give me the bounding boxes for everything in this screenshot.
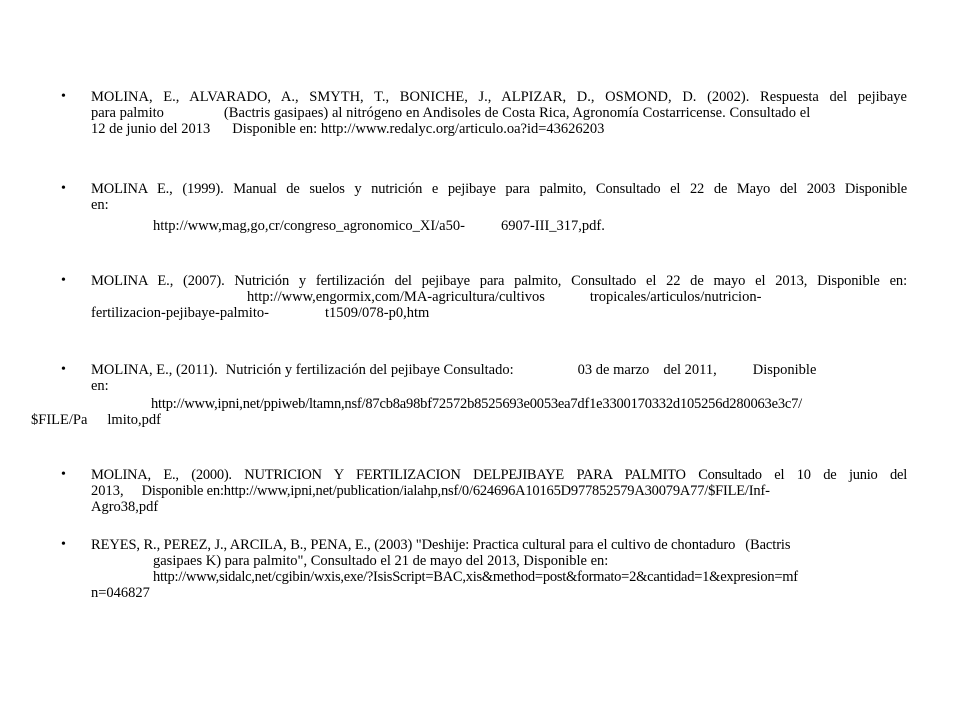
reference-item xyxy=(61,537,907,601)
reference-line: 12 de junio del 2013 Disponible en: http://www.redalyc.org/articulo.oa?id=43626203 xyxy=(91,121,605,137)
reference-line: MOLINA, E., ALVARADO, A., SMYTH, T., BONICHE, J., ALPIZAR, D., OSMOND, D. (2002). Respuesta del pejibaye xyxy=(91,89,907,105)
bullet-icon: • xyxy=(61,273,66,288)
reference-line: fertilizacion-pejibaye-palmito- t1509/078-p0,htm xyxy=(91,305,430,321)
reference-line: MOLINA, E., (2011). Nutrición y fertilización del pejibaye Consultado: 03 de marzo del 2011, Disponible xyxy=(91,362,817,378)
reference-line: gasipaes K) para palmito", Consultado el 21 de mayo del 2013, Disponible en: xyxy=(153,553,609,569)
reference-line: http://www,sidalc,net/cgibin/wxis,exe/?IsisScript=BAC,xis&method=post&formato=2&cantidad=1&expresion=mf xyxy=(153,569,798,585)
reference-line: 2013, Disponible en:http://www,ipni,net/publication/ialahp,nsf/0/624696A10165D977852579A30079A77/$FILE/Inf- xyxy=(91,483,770,499)
reference-line: http://www,mag,go,cr/congreso_agronomico_XI/a50- 6907-III_317,pdf. xyxy=(153,218,605,234)
reference-line: http://www,ipni,net/ppiweb/ltamn,nsf/87cb8a98bf72572b8525693e0053ea7df1e3300170332d105256d280063e3c7/ xyxy=(151,396,802,412)
reference-item xyxy=(61,181,907,234)
bullet-icon: • xyxy=(61,89,66,104)
reference-item xyxy=(61,89,907,137)
bullet-icon: • xyxy=(61,537,66,552)
reference-line: n=046827 xyxy=(91,585,150,601)
reference-line: MOLINA E., (1999). Manual de suelos y nutrición e pejibaye para palmito, Consultado el 22 de Mayo del 2003 Disponible xyxy=(91,181,907,197)
bullet-icon: • xyxy=(61,362,66,377)
reference-line: MOLINA E., (2007). Nutrición y fertilización del pejibaye para palmito, Consultado el 22 de mayo el 2013, Disponible en: xyxy=(91,273,907,289)
reference-line: para palmito (Bactris gasipaes) al nitrógeno en Andisoles de Costa Rica, Agronomía Costarricense. Consultado el xyxy=(91,105,811,121)
reference-line: MOLINA, E., (2000). NUTRICION Y FERTILIZACION DELPEJIBAYE PARA PALMITO Consultado el 10 de junio del xyxy=(91,467,907,483)
reference-url xyxy=(31,396,907,428)
bullet-icon: • xyxy=(61,467,66,482)
bullet-icon: • xyxy=(61,181,66,196)
reference-item xyxy=(61,273,907,321)
reference-line: http://www,engormix,com/MA-agricultura/cultivos tropicales/articulos/nutricion- xyxy=(247,289,762,305)
reference-line: en: xyxy=(91,378,109,394)
reference-line: $FILE/Pa lmito,pdf xyxy=(31,412,161,428)
reference-line: REYES, R., PEREZ, J., ARCILA, B., PENA, E., (2003) "Deshije: Practica cultural para el cultivo de chontaduro (Bactris xyxy=(91,537,791,553)
reference-line: Agro38,pdf xyxy=(91,499,159,515)
reference-item xyxy=(61,362,907,394)
reference-line: en: xyxy=(91,197,109,213)
reference-item xyxy=(61,467,907,515)
